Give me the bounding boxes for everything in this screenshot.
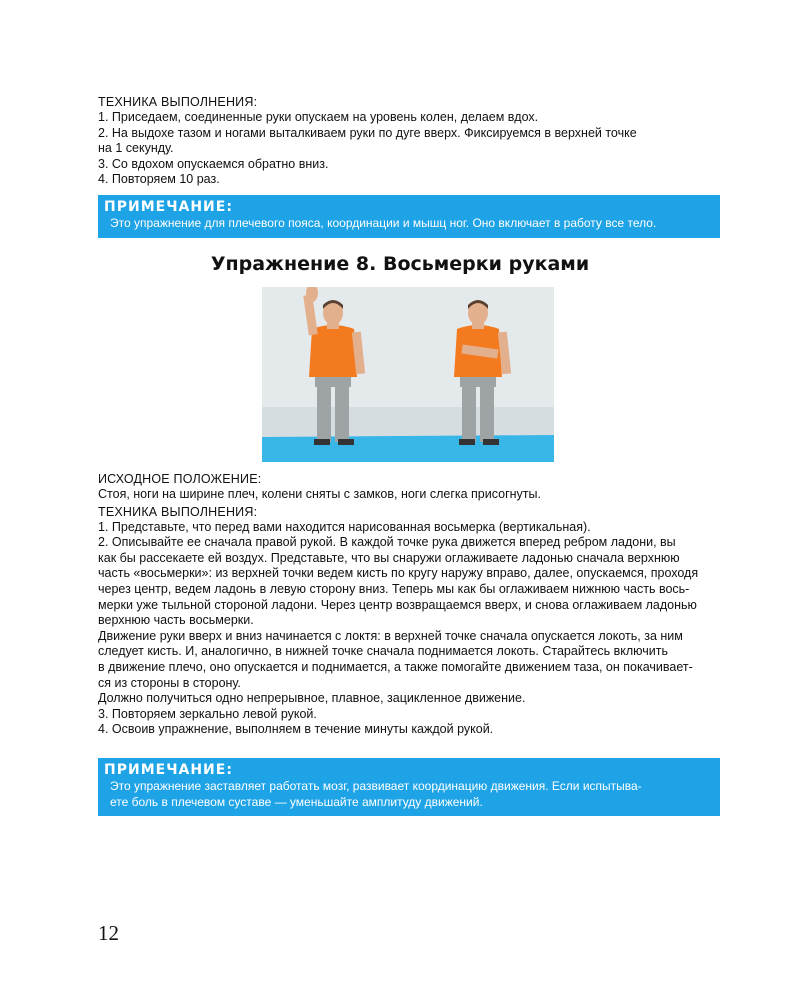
technique-line: верхнюю часть восьмерки. xyxy=(98,613,254,628)
note-text: Это упражнение заставляет работать мозг, развивает координацию движения. Если испытыва- xyxy=(110,779,642,793)
technique-line: 2. Описывайте ее сначала правой рукой. В каждой точке рука движется вперед ребром ладони, вы xyxy=(98,535,676,550)
note-box-2 xyxy=(98,758,720,816)
exercise-photo xyxy=(262,287,554,462)
technique-line: 1. Приседаем, соединенные руки опускаем на уровень колен, делаем вдох. xyxy=(98,110,539,124)
technique-line: Движение руки вверх и вниз начинается с локтя: в верхней точке сначала опускается локоть, за ним xyxy=(98,628,683,643)
technique-line: через центр, ведем ладонь в левую сторону вниз. Теперь мы как бы оглаживаем нижнюю часть вось- xyxy=(98,581,690,596)
top-technique-block xyxy=(98,95,720,188)
technique-line: мерки уже тыльной стороной ладони. Через центр возвращаемся вверх, и снова оглаживаем ладонью xyxy=(98,597,697,612)
technique-line: ся из стороны в сторону. xyxy=(98,675,241,690)
technique-line: 4. Повторяем 10 раз. xyxy=(98,172,220,187)
note-text: Это упражнение для плечевого пояса, координации и мышц ног. Оно включает в работу все тело. xyxy=(110,216,657,230)
page-number: 12 xyxy=(98,921,119,945)
technique-line: следует кисть. И, аналогично, в нижней точке сначала поднимается локоть. Старайтесь включить xyxy=(98,644,668,659)
technique-line: на 1 секунду. xyxy=(98,141,174,156)
technique-heading: ТЕХНИКА ВЫПОЛНЕНИЯ: xyxy=(98,504,258,519)
technique-line: часть «восьмерки»: из верхней точки ведем кисть по кругу наружу вправо, далее, опускаемся, проходя xyxy=(98,566,699,581)
note-text: ете боль в плечевом суставе — уменьшайте амплитуду движений. xyxy=(110,794,483,809)
technique-line: в движение плечо, оно опускается и поднимается, а также помогайте движением таза, он покачивает- xyxy=(98,659,693,674)
technique-line: 4. Освоив упражнение, выполняем в течение минуты каждой рукой. xyxy=(98,722,494,737)
exercise-title: Упражнение 8. Восьмерки руками xyxy=(210,253,590,275)
start-heading: ИСХОДНОЕ ПОЛОЖЕНИЕ: xyxy=(98,472,262,486)
note-title: ПРИМЕЧАНИЕ: xyxy=(104,762,233,778)
technique-line: 3. Повторяем зеркально левой рукой. xyxy=(98,706,317,721)
technique-line: 2. На выдохе тазом и ногами выталкиваем руки по дуге вверх. Фиксируемся в верхней точке xyxy=(98,125,637,140)
note-title: ПРИМЕЧАНИЕ: xyxy=(104,199,233,215)
exercise-body xyxy=(98,472,720,738)
technique-line: 1. Представьте, что перед вами находится нарисованная восьмерка (вертикальная). xyxy=(98,519,591,534)
technique-line: как бы рассекаете ей воздух. Представьте, что вы снаружи оглаживаете ладонью сначала верхнюю xyxy=(98,550,680,565)
technique-line: 3. Со вдохом опускаемся обратно вниз. xyxy=(98,156,329,171)
technique-heading: ТЕХНИКА ВЫПОЛНЕНИЯ: xyxy=(98,95,258,109)
note-box-1 xyxy=(98,195,720,238)
technique-line: Должно получиться одно непрерывное, плавное, зацикленное движение. xyxy=(98,691,526,706)
start-line: Стоя, ноги на ширине плеч, колени сняты с замков, ноги слегка присогнуты. xyxy=(98,487,541,501)
